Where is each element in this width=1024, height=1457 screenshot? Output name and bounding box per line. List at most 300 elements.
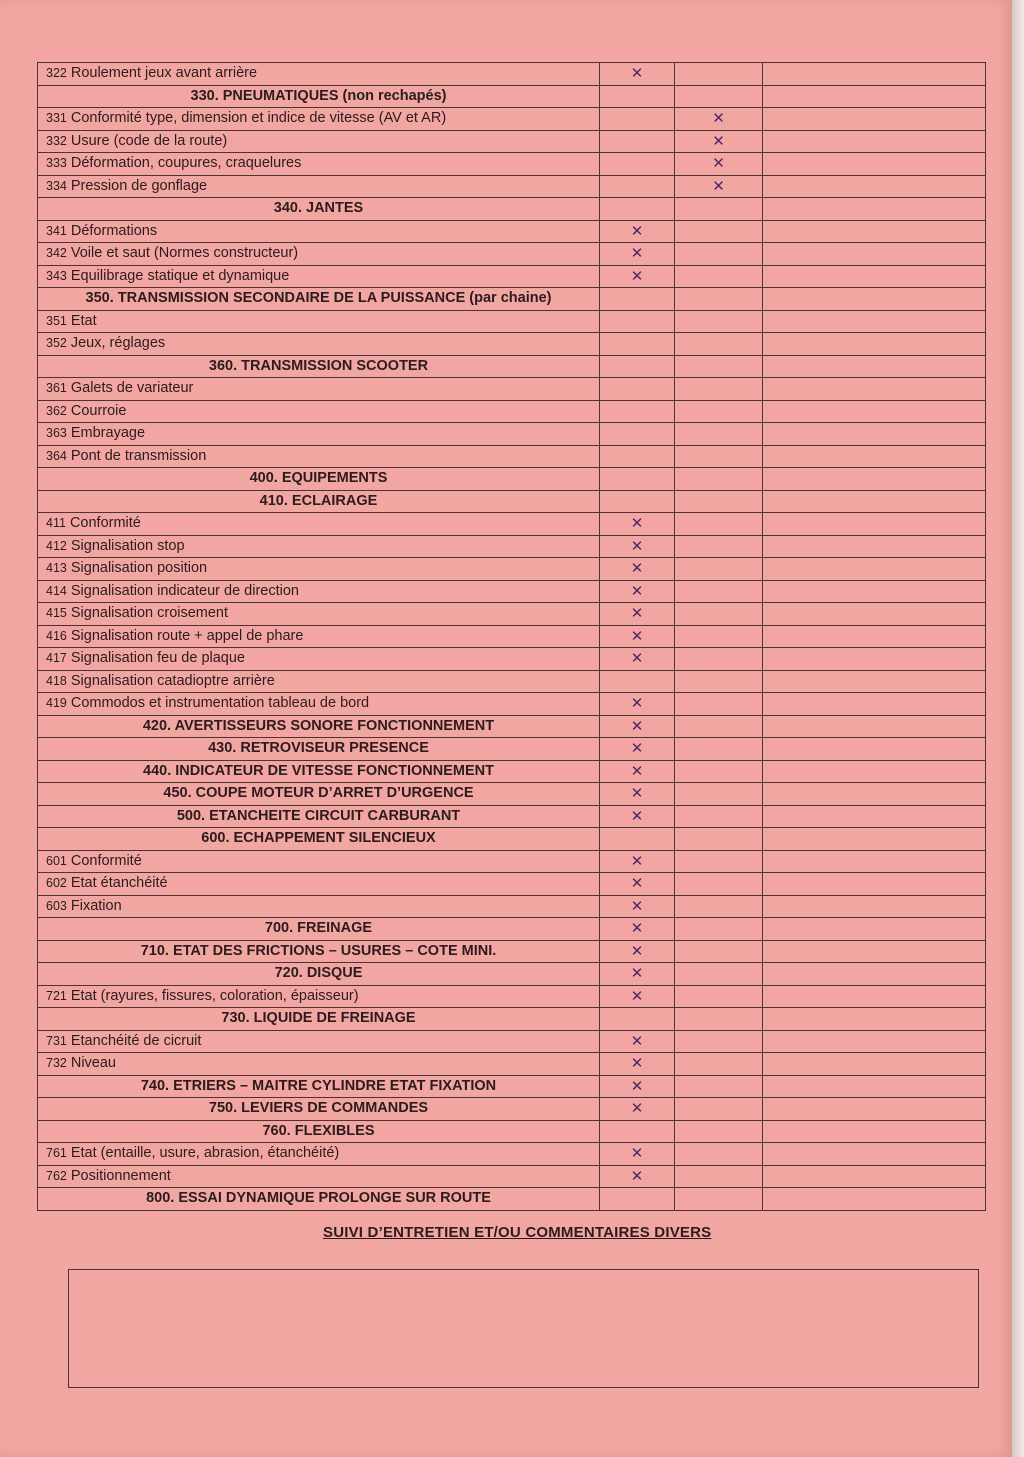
row-label-cell — [38, 490, 600, 513]
check-cell-col-1[interactable]: ✕ — [600, 535, 675, 558]
check-cell-col-3[interactable] — [763, 985, 986, 1008]
check-cell-col-1[interactable] — [600, 175, 675, 198]
checklist-row — [38, 850, 986, 873]
section-title: 450. COUPE MOTEUR D’ARRET D’URGENCE — [163, 785, 474, 802]
check-cell-col-3[interactable] — [763, 400, 986, 423]
checklist-row — [38, 130, 986, 153]
item-number: 363 — [46, 426, 67, 441]
item-number: 351 — [46, 313, 67, 328]
section-header-row — [38, 805, 986, 828]
section-title: 800. ESSAI DYNAMIQUE PROLONGE SUR ROUTE — [146, 1190, 491, 1207]
checklist-row — [38, 220, 986, 243]
row-label-cell — [38, 130, 600, 153]
row-label-cell — [38, 400, 600, 423]
row-label-cell — [38, 108, 600, 131]
row-label-cell — [38, 288, 600, 311]
item-number: 412 — [46, 538, 67, 553]
check-cell-col-3[interactable] — [763, 940, 986, 963]
item-number: 602 — [46, 876, 67, 891]
check-cell-col-1[interactable]: ✕ — [600, 783, 675, 806]
row-label-cell — [38, 153, 600, 176]
row-label-cell — [38, 355, 600, 378]
item-label: Etat étanchéité — [70, 875, 168, 892]
check-cell-col-2[interactable] — [675, 63, 763, 86]
check-cell-col-1[interactable]: ✕ — [600, 558, 675, 581]
section-title: 340. JANTES — [273, 200, 364, 217]
row-label-cell — [38, 738, 600, 761]
check-cell-col-2[interactable] — [675, 333, 763, 356]
check-cell-col-2[interactable] — [675, 445, 763, 468]
item-label: Conformité — [70, 852, 142, 869]
item-number: 322 — [46, 66, 67, 81]
check-cell-col-2[interactable] — [675, 985, 763, 1008]
item-label: Signalisation feu de plaque — [70, 650, 245, 667]
check-cell-col-3[interactable] — [763, 333, 986, 356]
row-label-cell — [38, 805, 600, 828]
row-label-cell — [38, 1143, 600, 1166]
check-cell-col-2[interactable]: ✕ — [675, 108, 763, 131]
section-title: 420. AVERTISSEURS SONORE FONCTIONNEMENT — [142, 717, 495, 734]
row-label-cell — [38, 625, 600, 648]
inspection-checklist-table — [37, 62, 986, 1211]
check-cell-col-2[interactable] — [675, 760, 763, 783]
check-cell-col-2[interactable] — [675, 490, 763, 513]
check-cell-col-3[interactable] — [763, 715, 986, 738]
row-label-cell — [38, 1030, 600, 1053]
check-cell-col-3[interactable] — [763, 1143, 986, 1166]
check-cell-col-1[interactable]: ✕ — [600, 625, 675, 648]
check-cell-col-1[interactable] — [600, 400, 675, 423]
check-cell-col-2[interactable] — [675, 1120, 763, 1143]
check-cell-col-3[interactable] — [763, 963, 986, 986]
section-header-row — [38, 1120, 986, 1143]
item-label: Positionnement — [70, 1167, 171, 1184]
row-label-cell — [38, 693, 600, 716]
check-cell-col-2[interactable] — [675, 1053, 763, 1076]
checklist-row — [38, 648, 986, 671]
check-cell-col-2[interactable] — [675, 625, 763, 648]
check-cell-col-2[interactable] — [675, 828, 763, 851]
item-number: 413 — [46, 561, 67, 576]
checklist-row — [38, 175, 986, 198]
checklist-row — [38, 693, 986, 716]
item-label: Equilibrage statique et dynamique — [70, 267, 290, 284]
check-cell-col-1[interactable]: ✕ — [600, 715, 675, 738]
section-header-row — [38, 760, 986, 783]
check-cell-col-1[interactable] — [600, 1008, 675, 1031]
check-cell-col-1[interactable] — [600, 85, 675, 108]
check-cell-col-2[interactable] — [675, 310, 763, 333]
check-cell-col-2[interactable] — [675, 603, 763, 626]
check-cell-col-3[interactable] — [763, 895, 986, 918]
item-number: 333 — [46, 156, 67, 171]
check-cell-col-2[interactable] — [675, 648, 763, 671]
check-cell-col-2[interactable] — [675, 220, 763, 243]
check-cell-col-2[interactable] — [675, 1143, 763, 1166]
check-cell-col-1[interactable]: ✕ — [600, 648, 675, 671]
check-cell-col-3[interactable] — [763, 445, 986, 468]
section-header-row — [38, 828, 986, 851]
check-cell-col-1[interactable]: ✕ — [600, 1165, 675, 1188]
item-label: Usure (code de la route) — [70, 132, 228, 149]
section-title: 730. LIQUIDE DE FREINAGE — [221, 1010, 416, 1027]
check-cell-col-3[interactable] — [763, 85, 986, 108]
check-cell-col-1[interactable]: ✕ — [600, 1053, 675, 1076]
section-header-row — [38, 1098, 986, 1121]
item-number: 334 — [46, 178, 67, 193]
item-label: Jeux, réglages — [70, 335, 166, 352]
check-cell-col-3[interactable] — [763, 828, 986, 851]
section-header-row — [38, 940, 986, 963]
check-cell-col-2[interactable] — [675, 243, 763, 266]
item-label: Pont de transmission — [70, 447, 207, 464]
check-cell-col-2[interactable] — [675, 963, 763, 986]
check-cell-col-1[interactable] — [600, 108, 675, 131]
check-cell-col-2[interactable] — [675, 265, 763, 288]
item-label: Etat — [70, 312, 97, 329]
check-cell-col-2[interactable] — [675, 1188, 763, 1211]
item-label: Embrayage — [70, 425, 146, 442]
check-cell-col-2[interactable] — [675, 940, 763, 963]
row-label-cell — [38, 963, 600, 986]
item-number: 343 — [46, 268, 67, 283]
check-cell-col-1[interactable]: ✕ — [600, 760, 675, 783]
checklist-row — [38, 153, 986, 176]
check-cell-col-3[interactable] — [763, 490, 986, 513]
checklist-body — [38, 63, 986, 1211]
item-label: Signalisation position — [70, 560, 208, 577]
check-cell-col-2[interactable] — [675, 805, 763, 828]
row-label-cell — [38, 603, 600, 626]
check-cell-col-1[interactable]: ✕ — [600, 805, 675, 828]
check-cell-col-1[interactable] — [600, 670, 675, 693]
item-label: Signalisation route + appel de phare — [70, 627, 304, 644]
row-label-cell — [38, 715, 600, 738]
row-label-cell — [38, 1008, 600, 1031]
item-number: 364 — [46, 448, 67, 463]
section-title: 430. RETROVISEUR PRESENCE — [208, 740, 429, 757]
check-cell-col-3[interactable] — [763, 738, 986, 761]
check-cell-col-1[interactable] — [600, 1188, 675, 1211]
section-title: 700. FREINAGE — [264, 920, 373, 937]
check-cell-col-3[interactable] — [763, 1075, 986, 1098]
check-cell-col-2[interactable]: ✕ — [675, 175, 763, 198]
checklist-row — [38, 1165, 986, 1188]
item-label: Signalisation catadioptre arrière — [70, 672, 275, 689]
item-number: 418 — [46, 673, 67, 688]
checklist-row — [38, 63, 986, 86]
check-cell-col-3[interactable] — [763, 423, 986, 446]
check-cell-col-2[interactable] — [675, 1165, 763, 1188]
check-cell-col-3[interactable] — [763, 558, 986, 581]
check-cell-col-1[interactable]: ✕ — [600, 220, 675, 243]
item-label: Conformité — [69, 515, 141, 532]
check-cell-col-1[interactable]: ✕ — [600, 985, 675, 1008]
row-label-cell — [38, 895, 600, 918]
check-cell-col-1[interactable] — [600, 153, 675, 176]
check-cell-col-3[interactable] — [763, 220, 986, 243]
checklist-row — [38, 400, 986, 423]
item-number: 332 — [46, 133, 67, 148]
row-label-cell — [38, 1120, 600, 1143]
check-cell-col-1[interactable]: ✕ — [600, 940, 675, 963]
check-cell-col-2[interactable] — [675, 535, 763, 558]
check-cell-col-3[interactable] — [763, 873, 986, 896]
row-label-cell — [38, 850, 600, 873]
row-label-cell — [38, 175, 600, 198]
row-label-cell — [38, 220, 600, 243]
check-cell-col-2[interactable] — [675, 670, 763, 693]
check-cell-col-2[interactable] — [675, 1030, 763, 1053]
row-label-cell — [38, 918, 600, 941]
checklist-row — [38, 985, 986, 1008]
check-cell-col-1[interactable] — [600, 355, 675, 378]
row-label-cell — [38, 760, 600, 783]
check-cell-col-3[interactable] — [763, 580, 986, 603]
checklist-row — [38, 513, 986, 536]
check-cell-col-2[interactable]: ✕ — [675, 130, 763, 153]
check-cell-col-2[interactable] — [675, 558, 763, 581]
item-number: 721 — [46, 988, 67, 1003]
check-cell-col-2[interactable] — [675, 715, 763, 738]
check-cell-col-2[interactable] — [675, 1098, 763, 1121]
item-label: Signalisation indicateur de direction — [70, 582, 299, 599]
item-number: 603 — [46, 898, 67, 913]
item-number: 342 — [46, 246, 67, 261]
check-cell-col-1[interactable]: ✕ — [600, 693, 675, 716]
background-edge — [1012, 0, 1024, 1457]
check-cell-col-3[interactable] — [763, 468, 986, 491]
check-cell-col-1[interactable]: ✕ — [600, 895, 675, 918]
item-number: 361 — [46, 381, 67, 396]
check-cell-col-1[interactable] — [600, 333, 675, 356]
check-cell-col-1[interactable]: ✕ — [600, 918, 675, 941]
check-cell-col-3[interactable] — [763, 265, 986, 288]
check-cell-col-2[interactable] — [675, 873, 763, 896]
item-label: Pression de gonflage — [70, 177, 208, 194]
item-label: Etanchéité de cicruit — [70, 1032, 202, 1049]
row-label-cell — [38, 940, 600, 963]
check-cell-col-3[interactable] — [763, 1120, 986, 1143]
section-header-row — [38, 783, 986, 806]
check-cell-col-2[interactable] — [675, 355, 763, 378]
check-cell-col-3[interactable] — [763, 648, 986, 671]
row-label-cell — [38, 535, 600, 558]
check-cell-col-1[interactable]: ✕ — [600, 873, 675, 896]
section-header-row — [38, 198, 986, 221]
check-cell-col-3[interactable] — [763, 153, 986, 176]
section-title: 410. ECLAIRAGE — [259, 492, 378, 509]
check-cell-col-3[interactable] — [763, 355, 986, 378]
item-label: Conformité type, dimension et indice de vitesse (AV et AR) — [70, 110, 447, 127]
row-label-cell — [38, 445, 600, 468]
check-cell-col-2[interactable] — [675, 400, 763, 423]
check-cell-col-1[interactable]: ✕ — [600, 963, 675, 986]
section-title: 330. PNEUMATIQUES (non rechapés) — [190, 87, 447, 104]
check-cell-col-2[interactable] — [675, 198, 763, 221]
check-cell-col-3[interactable] — [763, 1098, 986, 1121]
check-cell-col-3[interactable] — [763, 625, 986, 648]
check-cell-col-1[interactable]: ✕ — [600, 63, 675, 86]
check-cell-col-1[interactable]: ✕ — [600, 243, 675, 266]
row-label-cell — [38, 423, 600, 446]
comments-box[interactable] — [68, 1269, 979, 1388]
item-label: Etat (entaille, usure, abrasion, étanchéité) — [70, 1145, 340, 1162]
item-number: 414 — [46, 583, 67, 598]
check-cell-col-3[interactable] — [763, 378, 986, 401]
check-cell-col-3[interactable] — [763, 1165, 986, 1188]
check-cell-col-1[interactable] — [600, 490, 675, 513]
row-label-cell — [38, 873, 600, 896]
check-cell-col-2[interactable] — [675, 1008, 763, 1031]
check-cell-col-2[interactable] — [675, 288, 763, 311]
section-title: 720. DISQUE — [274, 965, 363, 982]
row-label-cell — [38, 198, 600, 221]
check-cell-col-3[interactable] — [763, 513, 986, 536]
item-number: 601 — [46, 853, 67, 868]
item-number: 415 — [46, 606, 67, 621]
item-label: Déformation, coupures, craquelures — [70, 155, 302, 172]
checklist-row — [38, 1053, 986, 1076]
check-cell-col-3[interactable] — [763, 760, 986, 783]
check-cell-col-3[interactable] — [763, 693, 986, 716]
check-cell-col-2[interactable] — [675, 693, 763, 716]
row-label-cell — [38, 648, 600, 671]
checklist-row — [38, 333, 986, 356]
item-number: 762 — [46, 1168, 67, 1183]
item-label: Déformations — [70, 222, 158, 239]
item-label: Niveau — [70, 1055, 116, 1072]
section-header-row — [38, 490, 986, 513]
section-header-row — [38, 355, 986, 378]
check-cell-col-2[interactable] — [675, 850, 763, 873]
row-label-cell — [38, 985, 600, 1008]
check-cell-col-1[interactable]: ✕ — [600, 603, 675, 626]
check-cell-col-2[interactable] — [675, 513, 763, 536]
checklist-row — [38, 1143, 986, 1166]
checklist-row — [38, 558, 986, 581]
row-label-cell — [38, 1188, 600, 1211]
check-cell-col-1[interactable] — [600, 198, 675, 221]
row-label-cell — [38, 670, 600, 693]
comments-title: SUIVI D’ENTRETIEN ET/OU COMMENTAIRES DIVERS — [323, 1224, 712, 1241]
check-cell-col-3[interactable] — [763, 603, 986, 626]
check-cell-col-3[interactable] — [763, 850, 986, 873]
checklist-row — [38, 310, 986, 333]
item-label: Courroie — [70, 402, 127, 419]
checklist-row — [38, 603, 986, 626]
check-cell-col-1[interactable] — [600, 828, 675, 851]
check-cell-col-1[interactable]: ✕ — [600, 513, 675, 536]
check-cell-col-3[interactable] — [763, 108, 986, 131]
check-cell-col-3[interactable] — [763, 805, 986, 828]
check-cell-col-1[interactable]: ✕ — [600, 738, 675, 761]
check-cell-col-3[interactable] — [763, 175, 986, 198]
section-title: 740. ETRIERS – MAITRE CYLINDRE ETAT FIXATION — [140, 1077, 497, 1094]
check-cell-col-2[interactable] — [675, 468, 763, 491]
check-cell-col-2[interactable] — [675, 1075, 763, 1098]
check-cell-col-1[interactable]: ✕ — [600, 580, 675, 603]
checklist-row — [38, 670, 986, 693]
check-cell-col-2[interactable] — [675, 423, 763, 446]
section-header-row — [38, 1075, 986, 1098]
checklist-row — [38, 895, 986, 918]
check-cell-col-3[interactable] — [763, 918, 986, 941]
section-title: 600. ECHAPPEMENT SILENCIEUX — [201, 830, 436, 847]
check-cell-col-3[interactable] — [763, 1053, 986, 1076]
item-number: 416 — [46, 628, 67, 643]
checklist-row — [38, 445, 986, 468]
section-title: 760. FLEXIBLES — [262, 1122, 375, 1139]
check-cell-col-1[interactable]: ✕ — [600, 850, 675, 873]
check-cell-col-2[interactable] — [675, 895, 763, 918]
check-cell-col-1[interactable] — [600, 1120, 675, 1143]
checklist-row — [38, 265, 986, 288]
check-cell-col-2[interactable] — [675, 378, 763, 401]
item-label: Etat (rayures, fissures, coloration, épaisseur) — [70, 987, 359, 1004]
section-title: 360. TRANSMISSION SCOOTER — [208, 357, 429, 374]
item-number: 341 — [46, 223, 67, 238]
check-cell-col-3[interactable] — [763, 63, 986, 86]
check-cell-col-3[interactable] — [763, 1030, 986, 1053]
row-label-cell — [38, 828, 600, 851]
check-cell-col-3[interactable] — [763, 535, 986, 558]
checklist-row — [38, 625, 986, 648]
check-cell-col-1[interactable]: ✕ — [600, 265, 675, 288]
item-number: 731 — [46, 1033, 67, 1048]
row-label-cell — [38, 1165, 600, 1188]
row-label-cell — [38, 1075, 600, 1098]
check-cell-col-1[interactable] — [600, 378, 675, 401]
check-cell-col-3[interactable] — [763, 310, 986, 333]
check-cell-col-3[interactable] — [763, 783, 986, 806]
check-cell-col-1[interactable] — [600, 288, 675, 311]
item-label: Voile et saut (Normes constructeur) — [70, 245, 299, 262]
section-title: 710. ETAT DES FRICTIONS – USURES – COTE MINI. — [140, 942, 497, 959]
check-cell-col-3[interactable] — [763, 1008, 986, 1031]
check-cell-col-2[interactable] — [675, 783, 763, 806]
check-cell-col-1[interactable]: ✕ — [600, 1098, 675, 1121]
check-cell-col-3[interactable] — [763, 243, 986, 266]
section-header-row — [38, 85, 986, 108]
check-cell-col-2[interactable] — [675, 580, 763, 603]
check-cell-col-1[interactable] — [600, 310, 675, 333]
check-cell-col-1[interactable] — [600, 130, 675, 153]
row-label-cell — [38, 1098, 600, 1121]
section-header-row — [38, 918, 986, 941]
checklist-row — [38, 378, 986, 401]
checklist-row — [38, 580, 986, 603]
check-cell-col-3[interactable] — [763, 198, 986, 221]
check-cell-col-1[interactable] — [600, 423, 675, 446]
check-cell-col-2[interactable] — [675, 85, 763, 108]
checklist-row — [38, 1030, 986, 1053]
check-cell-col-2[interactable] — [675, 738, 763, 761]
check-cell-col-1[interactable]: ✕ — [600, 1075, 675, 1098]
check-cell-col-3[interactable] — [763, 670, 986, 693]
check-cell-col-3[interactable] — [763, 130, 986, 153]
check-cell-col-2[interactable]: ✕ — [675, 153, 763, 176]
section-title: 750. LEVIERS DE COMMANDES — [208, 1100, 429, 1117]
check-cell-col-1[interactable] — [600, 468, 675, 491]
check-cell-col-1[interactable]: ✕ — [600, 1143, 675, 1166]
check-cell-col-1[interactable] — [600, 445, 675, 468]
check-cell-col-3[interactable] — [763, 288, 986, 311]
check-cell-col-2[interactable] — [675, 918, 763, 941]
check-cell-col-3[interactable] — [763, 1188, 986, 1211]
check-cell-col-1[interactable]: ✕ — [600, 1030, 675, 1053]
item-label: Signalisation croisement — [70, 605, 229, 622]
